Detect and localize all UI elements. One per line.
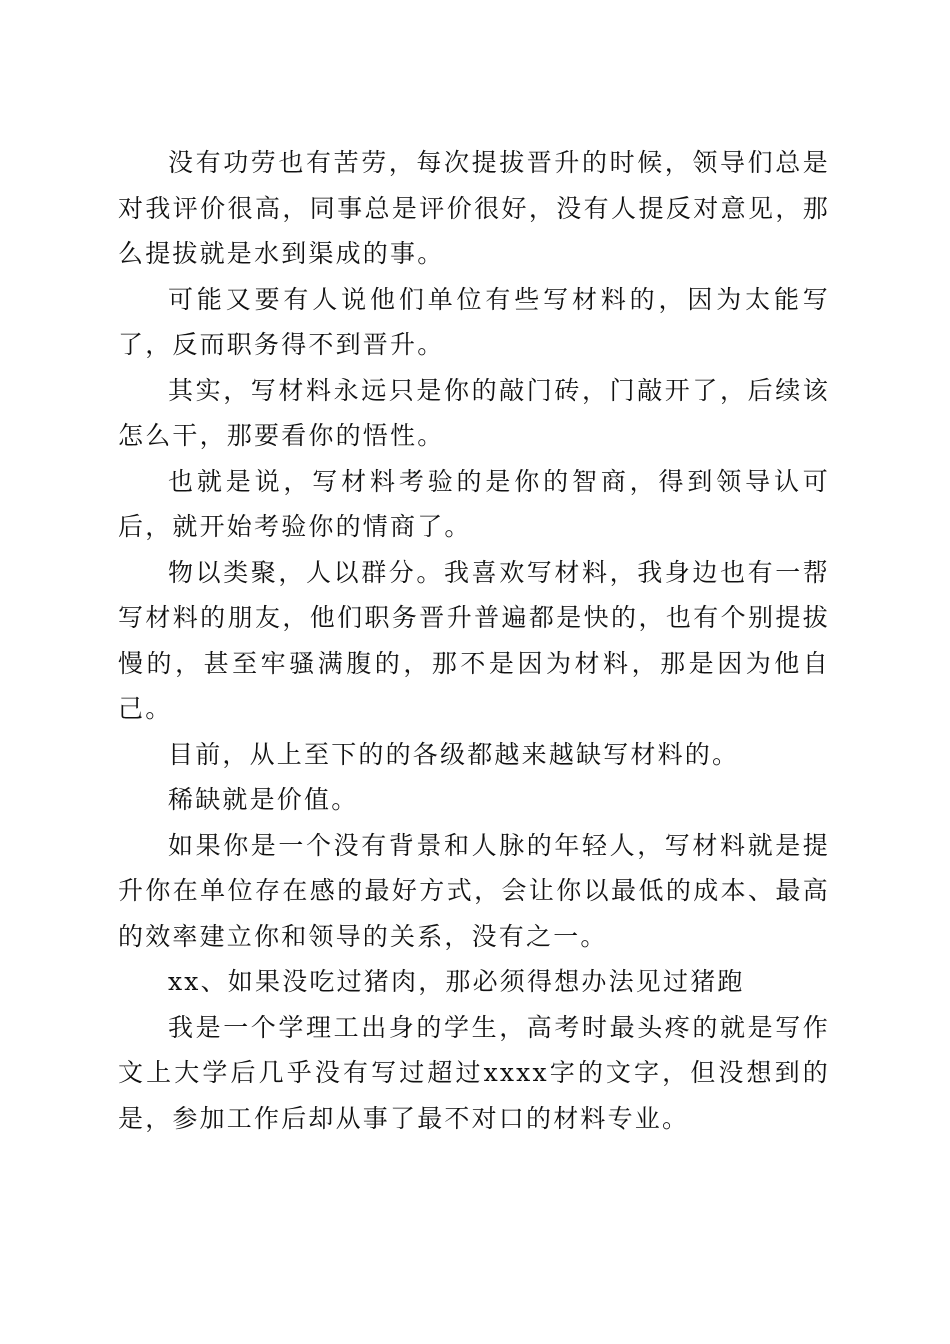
document-body	[118, 140, 830, 1141]
paragraph-8: 如果你是一个没有背景和人脉的年轻人，写材料就是提升你在单位存在感的最好方式，会让你以最低的成本、最高的效率建立你和领导的关系，没有之一。	[118, 830, 830, 951]
paragraph-6: 目前，从上至下的的各级都越来越缺写材料的。	[168, 739, 740, 769]
paragraph-4: 也就是说，写材料考验的是你的智商，得到领导认可后，就开始考验你的情商了。	[118, 466, 830, 541]
section-heading: xx、如果没吃过猪肉，那必须得想办法见过猪跑	[168, 967, 745, 996]
paragraph-1: 没有功劳也有苦劳，每次提拔晋升的时候，领导们总是对我评价很高，同事总是评价很好，没有人提反对意见，那么提拔就是水到渠成的事。	[118, 148, 830, 268]
paragraph-5: 物以类聚，人以群分。我喜欢写材料，我身边也有一帮写材料的朋友，他们职务晋升普遍都是快的，也有个别提拔慢的，甚至牢骚满腹的，那不是因为材料，那是因为他自己。	[118, 557, 830, 723]
paragraph-2: 可能又要有人说他们单位有些写材料的，因为太能写了，反而职务得不到晋升。	[118, 284, 830, 359]
paragraph-10: 我是一个学理工出身的学生，高考时最头疼的就是写作文上大学后几乎没有写过超过xxxx字的文字，但没想到的是，参加工作后却从事了最不对口的材料专业。	[118, 1012, 830, 1133]
paragraph-3: 其实，写材料永远只是你的敲门砖，门敲开了，后续该怎么干，那要看你的悟性。	[118, 375, 830, 450]
paragraph-7: 稀缺就是价值。	[168, 785, 359, 814]
